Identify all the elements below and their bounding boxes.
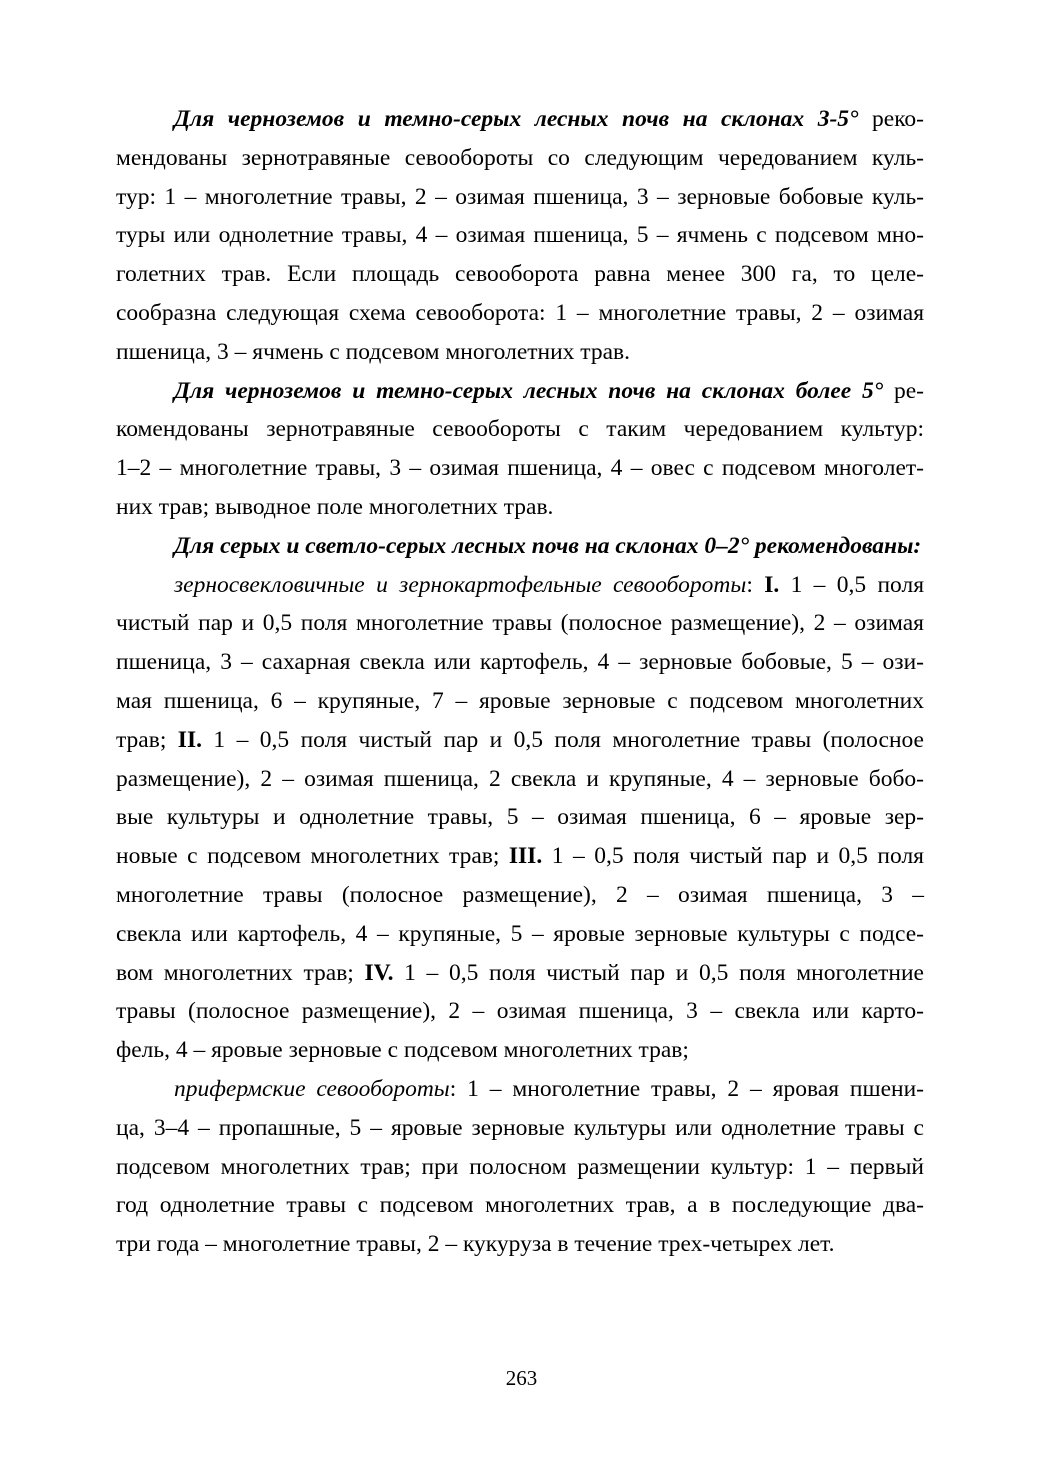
text-run: них трав; выводное поле многолетних трав. <box>116 493 554 520</box>
emphasized-text-run: Для черноземов и темно-серых лесных почв на склонах более 5° <box>174 377 884 404</box>
text-run: мая пшеница, 6 – крупяные, 7 – яровые зерновые с подсевом многолетних <box>116 687 924 714</box>
text-run: многолетние травы (полосное размещение), 2 – озимая пшеница, 3 – <box>116 881 924 908</box>
text-line <box>116 255 924 294</box>
text-line <box>116 488 924 527</box>
text-line <box>116 178 924 217</box>
text-line <box>116 876 924 915</box>
text-run: вом многолетних трав; <box>116 959 365 986</box>
text-run: фель, 4 – яровые зерновые с подсевом многолетних трав; <box>116 1037 689 1064</box>
text-line <box>116 216 924 255</box>
text-run: 1 – 0,5 поля чистый пар и 0,5 поля многолетние травы (полосное <box>201 726 924 753</box>
text-run: реко- <box>858 106 924 132</box>
text-line <box>116 1070 924 1109</box>
paragraph <box>116 100 924 372</box>
emphasized-text-run: Для серых и светло-серых лесных почв на склонах 0–2° рекомендованы: <box>174 532 922 559</box>
text-run: комендованы зернотравяные севообороты с таким чередованием культур: <box>116 416 924 443</box>
text-run: пшеница, 3 – ячмень с подсевом многолетних трав. <box>116 338 631 365</box>
text-run: мендованы зернотравяные севообороты со следующим чередованием куль- <box>116 144 924 171</box>
text-run: чистый пар и 0,5 поля многолетние травы (полосное размещение), 2 – озимая <box>116 610 924 637</box>
text-line <box>116 760 924 799</box>
text-run: новые с подсевом многолетних трав; <box>116 843 509 870</box>
text-run: туры или однолетние травы, 4 – озимая пшеница, 5 – ячмень с подсевом мно- <box>116 222 924 249</box>
text-run: трав; <box>116 726 178 753</box>
text-line <box>116 954 924 993</box>
text-run: ре- <box>883 377 924 404</box>
text-run: подсевом многолетних трав; при полосном размещении культур: 1 – первый <box>116 1153 924 1180</box>
text-line <box>116 333 924 372</box>
paragraph <box>116 527 924 566</box>
text-run: сообразна следующая схема севооборота: 1 – многолетние травы, 2 – озимая <box>116 299 924 326</box>
text-line <box>116 294 924 333</box>
text-line <box>116 410 924 449</box>
text-line <box>116 604 924 643</box>
text-run: 1 – 0,5 поля чистый пар и 0,5 поля многолетние <box>393 959 924 986</box>
text-line <box>116 837 924 876</box>
text-run: тур: 1 – многолетние травы, 2 – озимая пшеница, 3 – зерновые бобовые куль- <box>116 183 924 210</box>
text-run: голетних трав. Если площадь севооборота равна менее 300 га, то целе- <box>116 261 924 288</box>
text-line <box>116 992 924 1031</box>
text-run: травы (полосное размещение), 2 – озимая пшеница, 3 – свекла или карто- <box>116 998 924 1025</box>
emphasized-text-run: II. <box>177 726 202 753</box>
text-line <box>116 372 924 411</box>
page-number: 263 <box>505 1366 538 1390</box>
paragraph <box>116 372 924 527</box>
text-line <box>116 682 924 721</box>
text-run: 1 – 0,5 поля чистый пар и 0,5 поля <box>542 843 924 870</box>
text-run: три года – многолетние травы, 2 – кукуруза в течение трех-четырех лет. <box>116 1231 835 1258</box>
emphasized-text-run: I. <box>764 571 780 598</box>
text-run: ца, 3–4 – пропашные, 5 – яровые зерновые культуры или однолетние травы с <box>116 1114 924 1141</box>
text-line <box>116 1031 924 1070</box>
text-run: пшеница, 3 – сахарная свекла или картофель, 4 – зерновые бобовые, 5 – ози- <box>116 649 924 676</box>
text-run: 1–2 – многолетние травы, 3 – озимая пшеница, 4 – овес с подсевом многолет- <box>116 455 924 482</box>
text-line <box>116 449 924 488</box>
paragraph <box>116 1070 924 1264</box>
text-run: год однолетние травы с подсевом многолетних трав, а в последующие два- <box>116 1192 924 1219</box>
text-run: 1 – 0,5 поля <box>779 571 925 598</box>
emphasized-text-run: зерносвекловичные и зернокартофельные севообороты <box>174 571 747 598</box>
text-run: свекла или картофель, 4 – крупяные, 5 – яровые зерновые культуры с подсе- <box>116 920 924 947</box>
emphasized-text-run: IV. <box>364 959 394 986</box>
text-run: размещение), 2 – озимая пшеница, 2 свекла и крупяные, 4 – зерновые бобо- <box>116 765 924 792</box>
text-line <box>116 643 924 682</box>
text-line <box>116 1148 924 1187</box>
paragraph <box>116 566 924 1070</box>
text-line <box>116 100 924 139</box>
text-line <box>116 1225 924 1264</box>
emphasized-text-run: прифермские севообороты <box>174 1075 450 1102</box>
text-run: вые культуры и однолетние травы, 5 – озимая пшеница, 6 – яровые зер- <box>116 804 924 831</box>
emphasized-text-run: Для черноземов и темно-серых лесных почв на склонах 3-5° <box>174 106 859 132</box>
text-line <box>116 1109 924 1148</box>
page-body <box>116 100 924 1264</box>
text-line <box>116 1186 924 1225</box>
text-line <box>116 139 924 178</box>
text-line <box>116 915 924 954</box>
text-line <box>116 566 924 605</box>
text-line <box>116 798 924 837</box>
text-line <box>116 721 924 760</box>
text-run: : <box>746 571 765 598</box>
text-line <box>116 527 924 566</box>
text-run: : 1 – многолетние травы, 2 – яровая пшени- <box>449 1075 924 1102</box>
emphasized-text-run: III. <box>508 843 543 870</box>
